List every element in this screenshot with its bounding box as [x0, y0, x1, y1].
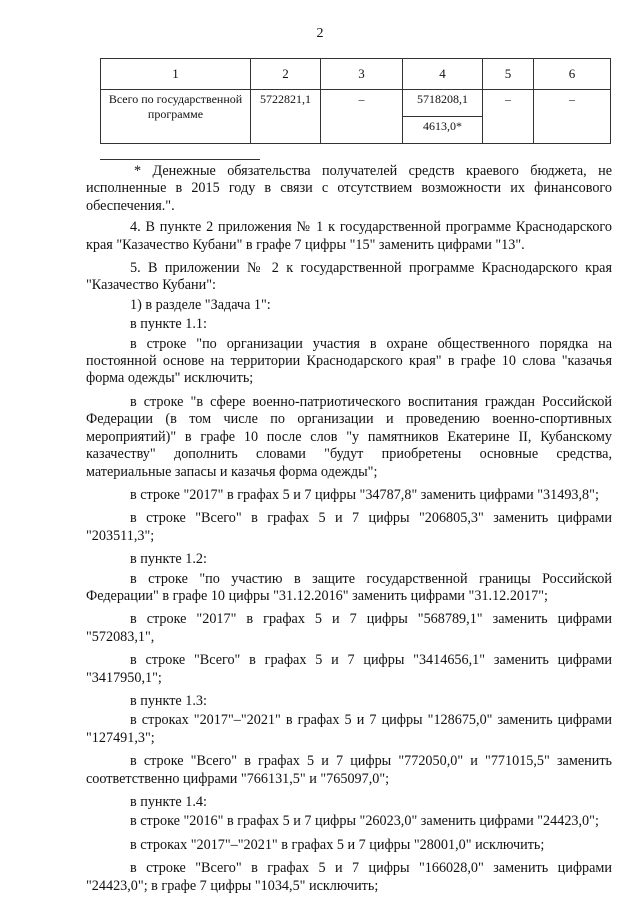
paragraph-point-1-4: в пункте 1.4: [130, 794, 207, 810]
paragraph-item-4: 4. В пункте 2 приложения № 1 к государственной программе Краснодарского края "Казачество Кубани" в графе 7 цифры "15" заменить цифрами "13". [86, 219, 612, 253]
row-value-col4-b: 4613,0* [403, 117, 483, 144]
paragraph: в строке "Всего" в графах 5 и 7 цифры "166028,0" заменить цифрами "24423,0"; в графе 7 цифры "1034,5" исключить; [86, 860, 612, 894]
paragraph: в строке "2016" в графах 5 и 7 цифры "26023,0" заменить цифрами "24423,0"; [130, 813, 599, 830]
header-cell-4: 4 [403, 59, 483, 90]
paragraph: в строке "по участию в защите государственной границы Российской Федерации" в графе 10 цифры "31.12.2016" заменить цифрами "31.12.2017"; [86, 570, 612, 604]
paragraph: в строке "по организации участия в охране общественного порядка на постоянной основе на территории Краснодарского края" в графе 10 слова "казачья форма одежды" исключить; [86, 335, 612, 387]
header-cell-2: 2 [251, 59, 321, 90]
paragraph-point-1-1: в пункте 1.1: [130, 316, 207, 333]
budget-table [100, 58, 611, 144]
table-header-row [101, 59, 611, 90]
paragraph: в строках "2017"–"2021" в графах 5 и 7 цифры "28001,0" исключить; [130, 836, 545, 853]
row-value-col4-a: 5718208,1 [403, 90, 483, 117]
paragraph: в строке "2017" в графах 5 и 7 цифры "568789,1" заменить цифрами "572083,1", [86, 611, 612, 645]
row-value-col2: 5722821,1 [251, 90, 321, 144]
row-label: Всего по государственной программе [101, 90, 251, 144]
row-value-col5: – [483, 90, 534, 144]
header-cell-6: 6 [534, 59, 611, 90]
paragraph: в строке "2017" в графах 5 и 7 цифры "34787,8" заменить цифрами "31493,8"; [130, 486, 599, 503]
row-value-col6: – [534, 90, 611, 144]
page-number: 2 [316, 26, 324, 41]
header-cell-3: 3 [321, 59, 403, 90]
paragraph: в строке "Всего" в графах 5 и 7 цифры "206805,3" заменить цифрами "203511,3"; [86, 510, 612, 544]
footnote: * Денежные обязательства получателей средств краевого бюджета, не исполненные в 2015 году в связи с отсутствием возможности их финансового обеспечения.". [86, 163, 612, 214]
paragraph-point-1-2: в пункте 1.2: [130, 551, 207, 568]
paragraph-point-1-3: в пункте 1.3: [130, 692, 207, 709]
row-value-col3: – [321, 90, 403, 144]
header-cell-1: 1 [101, 59, 251, 90]
paragraph: в строке "Всего" в графах 5 и 7 цифры "3414656,1" заменить цифрами "3417950,1"; [86, 652, 612, 686]
paragraph: в строке "в сфере военно-патриотического воспитания граждан Российской Федерации (в том числе по организации и проведению военно-спортивных мероприятий)" в графе 10 после слов "у памятников Екатерине II, Кубанскому казачеству" дополнить словами "будут приобретены основные средства, материальные запасы и казачья форма одежды"; [86, 393, 612, 480]
footnote-separator [100, 159, 260, 160]
paragraph: в строках "2017"–"2021" в графах 5 и 7 цифры "128675,0" заменить цифрами "127491,3"; [86, 712, 612, 746]
table-row [101, 90, 611, 117]
paragraph-item-5: 5. В приложении № 2 к государственной программе Краснодарского края "Казачество Кубани": [86, 260, 612, 294]
paragraph-section-1: 1) в разделе "Задача 1": [130, 296, 271, 313]
header-cell-5: 5 [483, 59, 534, 90]
paragraph: в строке "Всего" в графах 5 и 7 цифры "772050,0" и "771015,5" заменить соответственно цифрами "766131,5" и "765097,0"; [86, 753, 612, 787]
document-body [86, 163, 612, 897]
